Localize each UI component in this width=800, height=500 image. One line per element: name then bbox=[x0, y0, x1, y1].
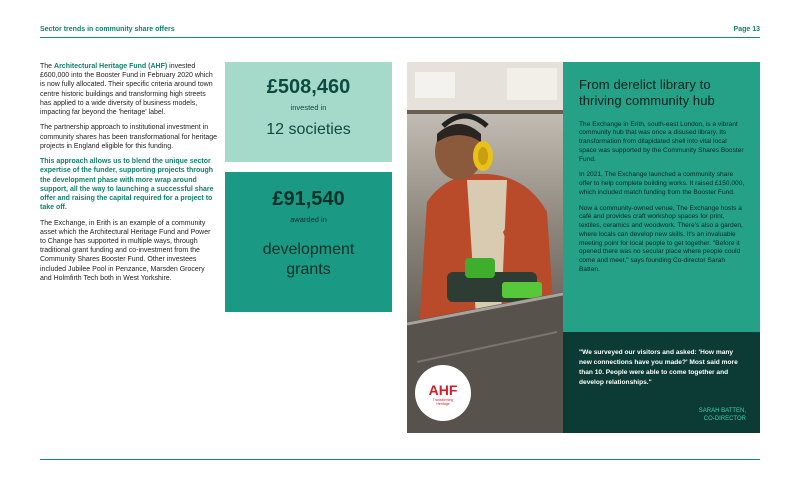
grants-stat-box bbox=[225, 172, 392, 312]
header-divider bbox=[40, 37, 760, 38]
intro-paragraph: The Architectural Heritage Fund (AHF) invested £600,000 into the Booster Fund in February 2020 which is now fully allocated. Their specific criteria around town centre historic buildings and transforming high streets has applied to a wide diversity of business models, impacting far beyond the 'heritage' label. bbox=[40, 63, 213, 117]
invested-label: invested in bbox=[290, 103, 327, 112]
partnership-paragraph: The partnership approach to institutional investment in community shares has been transformational for heritage projects in England eligible for this funding. bbox=[40, 124, 218, 150]
case-study-paragraph-1: The Exchange in Erith, south-east London, is a vibrant community hub that was once a disused library. Its transformation from dilapidated shell into vital local space was supported by the Community Shares Booster Fund. bbox=[579, 120, 744, 163]
workshop-photo bbox=[407, 62, 563, 433]
grants-line-1: development bbox=[262, 241, 355, 258]
invested-stat-box bbox=[225, 62, 392, 162]
left-column bbox=[40, 62, 218, 289]
ahf-logo-tagline-1: Transforming bbox=[432, 398, 454, 402]
case-study-panel bbox=[563, 62, 760, 332]
quote-role: CO-DIRECTOR bbox=[703, 416, 746, 423]
invested-amount: £508,460 bbox=[266, 76, 351, 98]
case-study-paragraph-3: Now a community-owned venue, The Exchange hosts a café and provides craft workshop spaces for print, textiles, ceramics and woodwork. There's also a garden, where locals can develop new skills. It's an invaluable meeting point for local people to get together. "Before it opened there was no secular place where people could come and meet," says founding Co-director Sarah Batten. bbox=[579, 204, 743, 273]
grants-line-2: grants bbox=[286, 261, 331, 278]
ahf-logo bbox=[415, 365, 471, 421]
case-study-title: From derelict library to thriving community hub bbox=[579, 77, 715, 109]
case-study-paragraph-2: In 2021, The Exchange launched a community share offer to help complete building works. It raised £150,000, which included match funding from the Booster Fund. bbox=[579, 171, 745, 196]
societies-count: 12 societies bbox=[266, 121, 351, 138]
page-number: Page 13 bbox=[733, 26, 760, 33]
quote-text: "We surveyed our visitors and asked: 'How many new connections have you made?' Most said more than 10. People were able to come together and develop relationships." bbox=[579, 349, 738, 386]
section-title: Sector trends in community share offers bbox=[40, 26, 175, 33]
approach-paragraph: This approach allows us to blend the unique sector expertise of the funder, supporting projects through the development phase with more wrap around support, all the way to launching a successful share offer and raising the capital required for a project to take off. bbox=[40, 158, 214, 212]
quote-panel bbox=[563, 332, 760, 433]
awarded-label: awarded in bbox=[290, 215, 327, 224]
ahf-highlight: Architectural Heritage Fund (AHF) bbox=[54, 63, 168, 70]
awarded-amount: £91,540 bbox=[272, 188, 345, 210]
ahf-logo-tagline-2: Heritage bbox=[436, 401, 450, 406]
ahf-logo-text: AHF bbox=[428, 382, 458, 398]
footer-divider bbox=[40, 459, 760, 460]
exchange-paragraph: The Exchange, in Erith is an example of a community asset which the Architectural Heritage Fund and Power to Change has supported in multiple ways, through traditional grant funding and co-investment from the Community Shares Booster Fund. Other investees included Jubilee Pool in Penzance, Marsden Grocery and Holmfirth Tech both in West Yorkshire. bbox=[40, 219, 211, 282]
quote-name: SARAH BATTEN, bbox=[698, 408, 746, 414]
quote-attribution bbox=[699, 407, 746, 423]
